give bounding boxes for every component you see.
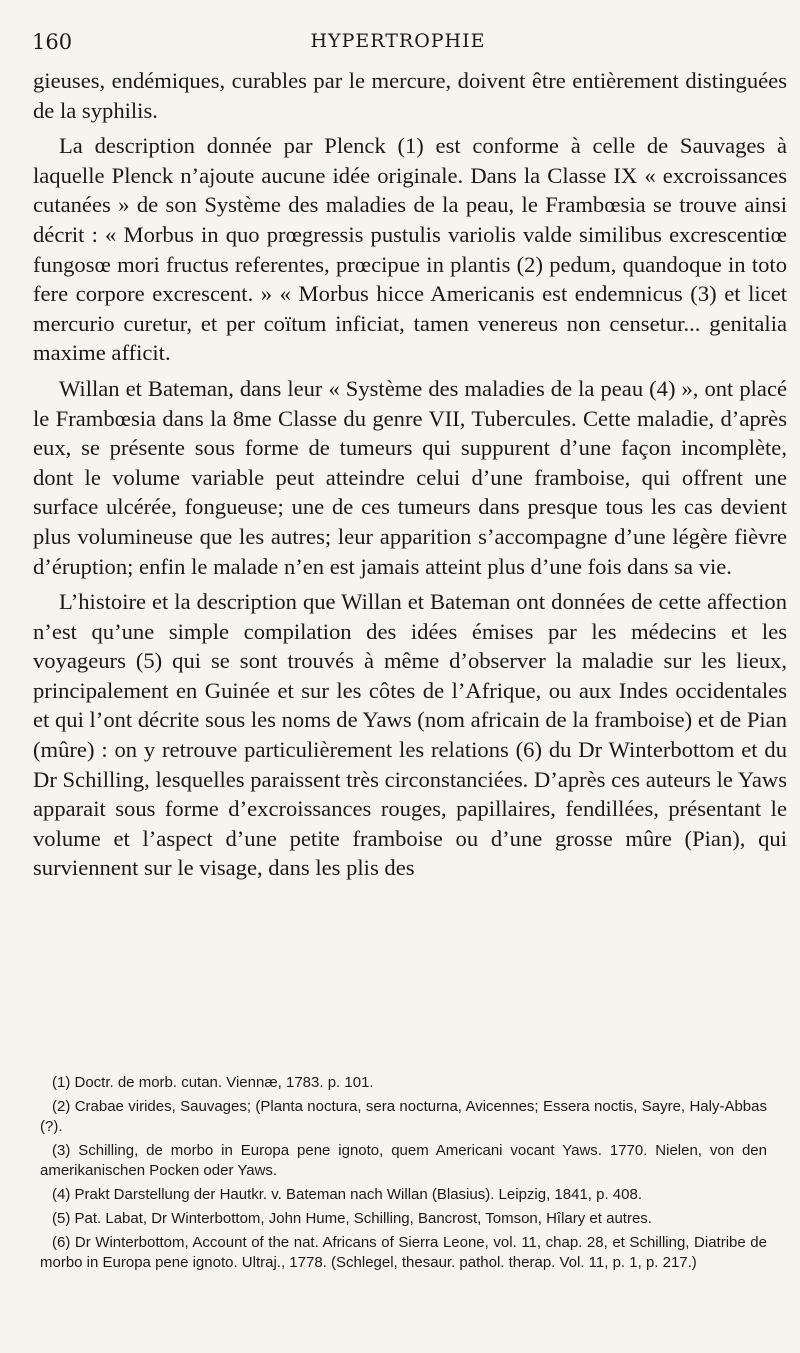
running-title: HYPERTROPHIE — [310, 30, 486, 52]
page-header — [32, 30, 764, 60]
footnote: (1) Doctr. de morb. cutan. Viennæ, 1783. p. 101. — [52, 1074, 374, 1091]
page-number: 160 — [32, 30, 73, 54]
footnote: (5) Pat. Labat, Dr Winterbottom, John Hume, Schilling, Bancrost, Tomson, Hîlary et autres. — [52, 1210, 652, 1227]
paragraph: Willan et Bateman, dans leur « Système des maladies de la peau (4) », ont placé le Frambœsia dans la 8me Classe du genre VII, Tubercules. Cette maladie, d’après eux, se présente sous forme de tumeurs qui suppurent d’une façon incomplète, dont le volume variable peut atteindre celui d’une framboise, qui offrent une surface ulcérée, fongueuse; une de ces tumeurs dans presque tous les cas devient plus volumineuse que les autres; leur apparition s’accompagne d’une légère fièvre d’éruption; enfin le malade n’en est jamais atteint plus d’une fois dans sa vie. — [33, 375, 787, 579]
footnotes — [40, 1073, 767, 1277]
paragraph: La description donnée par Plenck (1) est conforme à celle de Sauvages à laquelle Plenck n’ajoute aucune idée originale. Dans la Classe IX « excroissances cutanées » de son Système des maladies de la peau, le Frambœsia se trouve ainsi décrit : « Morbus in quo prœgressis pustulis variolis valde similibus excrescentiœ fungosœ mori fructus referentes, prœcipue in plantis (2) pedum, quandoque in toto fere corpore excrescent. » « Morbus hicce Americanis est endemnicus (3) et licet mercurio curetur, et per coïtum inficiat, tamen venereus non censetur... genitalia maxime afficit. — [33, 133, 787, 366]
paragraph: L’histoire et la description que Willan et Bateman ont données de cette affection n’est qu’une simple compilation des idées émises par les médecins et les voyageurs (5) qui se sont trouvés à même d’observer la maladie sur les lieux, principalement en Guinée et sur les côtes de l’Afrique, ou aux Indes occidentales et qui l’ont décrite sous les noms de Yaws (nom africain de la framboise) et de Pian (mûre) : on y retrouve particulièrement les relations (6) du Dr Winterbottom et du Dr Schilling, lesquelles paraissent très circonstanciées. D’après ces auteurs le Yaws apparait sous forme d’excroissances rouges, papillaires, fendillées, présentant le volume et l’aspect d’une petite framboise ou d’une grosse mûre (Pian), qui surviennent sur le visage, dans les plis des — [33, 589, 787, 881]
footnote: (6) Dr Winterbottom, Account of the nat. Africans of Sierra Leone, vol. 11, chap. 28, et Schilling, Diatribe de morbo in Europa pene ignoto. Ultraj., 1778. (Schlegel, thesaur. pathol. therap. Vol. 11, p. 1, p. 217.) — [40, 1234, 767, 1271]
footnote: (3) Schilling, de morbo in Europa pene ignoto, quem Americani vocant Yaws. 1770. Nielen, von den amerikanischen Pocken oder Yaws. — [40, 1142, 767, 1179]
paragraph: gieuses, endémiques, curables par le mercure, doivent être entièrement distinguées de la syphilis. — [33, 68, 787, 123]
body-text — [33, 66, 787, 883]
footnote: (4) Prakt Darstellung der Hautkr. v. Bateman nach Willan (Blasius). Leipzig, 1841, p. 408. — [52, 1186, 643, 1203]
footnote: (2) Crabae virides, Sauvages; (Planta noctura, sera nocturna, Avicennes; Essera noctis, Sayre, Haly-Abbas (?). — [40, 1098, 767, 1135]
